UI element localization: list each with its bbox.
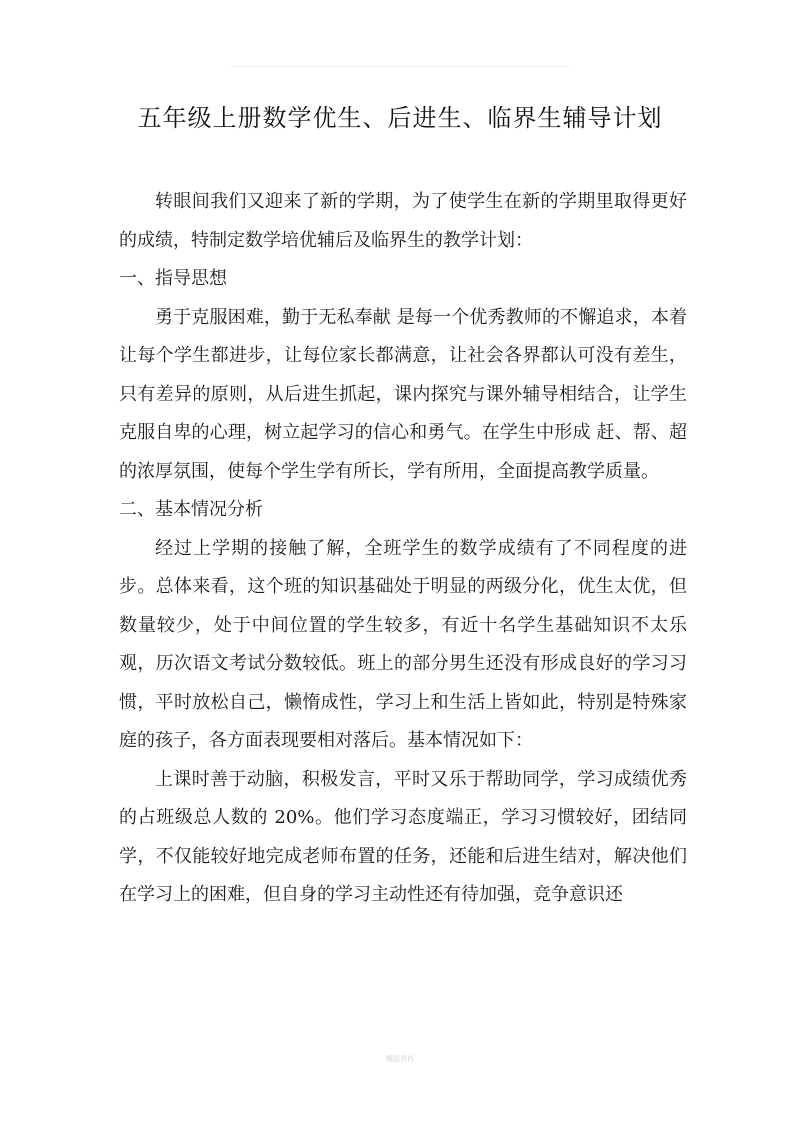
- footer-watermark: 精品资料: [386, 1055, 414, 1063]
- header-rule: [230, 66, 570, 67]
- top-students-paragraph: 上课时善于动脑，积极发言，平时又乐于帮助同学，学习成绩优秀的占班级总人数的 20%。他们学习态度端正，学习习惯较好，团结同学，不仅能较好地完成老师布置的任务，还能和后进生结对，解决他们在学习上的困难，但自身的学习主动性还有待加强，竞争意识还: [119, 768, 687, 905]
- intro-paragraph: 转眼间我们又迎来了新的学期，为了使学生在新的学期里取得更好的成绩，特制定数学培优辅后及临界生的教学计划：: [119, 191, 687, 251]
- document-title: 五年级上册数学优生、后进生、临界生辅导计划: [137, 104, 663, 132]
- section-heading-situation-analysis: 二、基本情况分析: [119, 499, 263, 520]
- document-body: [119, 183, 687, 915]
- situation-analysis-paragraph: 经过上学期的接触了解，全班学生的数学成绩有了不同程度的进步。总体来看，这个班的知识基础处于明显的两级分化，优生太优，但数量较少，处于中间位置的学生较多，有近十名学生基础知识不太乐观，历次语文考试分数较低。班上的部分男生还没有形成良好的学习习惯，平时放松自己，懒惰成性，学习上和生活上皆如此，特别是特殊家庭的孩子，各方面表现要相对落后。基本情况如下：: [119, 537, 687, 751]
- guiding-ideology-paragraph: 勇于克服困难，勤于无私奉献 是每一个优秀教师的不懈追求，本着 让每个学生都进步，让每位家长都满意，让社会各界都认可没有差生，只有差异的原则，从后进生抓起，课内探究与课外辅导相结合，让学生克服自卑的心理，树立起学习的信心和勇气。在学生中形成 赶、帮、超的浓厚氛围，使每个学生学有所长，学有所用，全面提高教学质量。: [119, 306, 687, 482]
- section-heading-guiding-ideology: 一、指导思想: [119, 268, 227, 289]
